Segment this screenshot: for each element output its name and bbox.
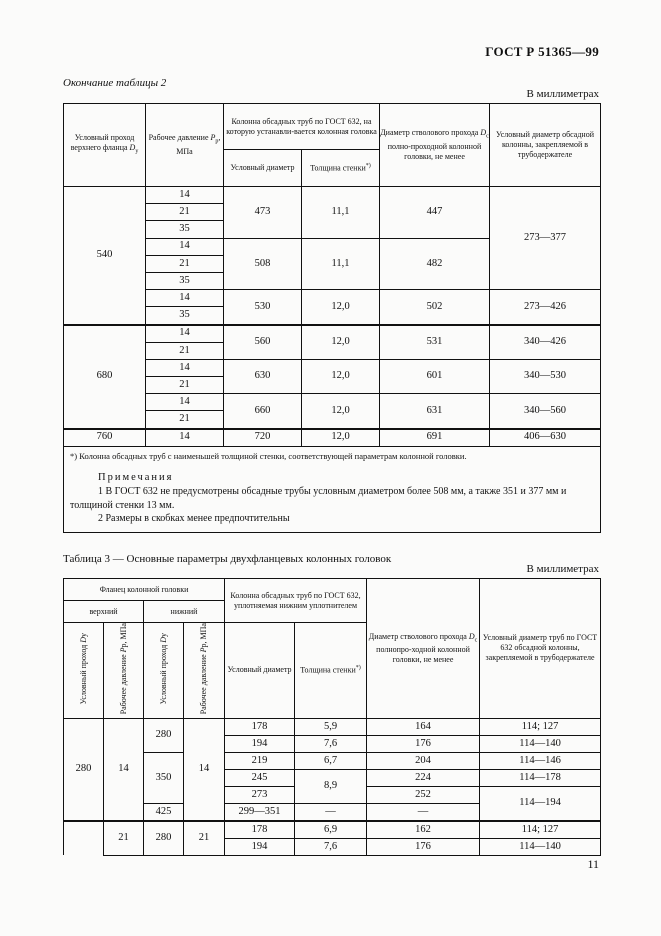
col-casing-wall-header: Толщина стенки*) xyxy=(302,150,380,187)
diam-cell: 720 xyxy=(224,429,302,447)
wall-cell: 11,1 xyxy=(302,187,380,239)
notes-title: Примечания xyxy=(98,472,174,484)
bore-cell: 176 xyxy=(367,735,480,752)
pressure-cell: 21 xyxy=(146,204,224,221)
pressure-cell: 14 xyxy=(146,394,224,411)
pressure-cell: 14 xyxy=(146,359,224,376)
bore-cell: 447 xyxy=(380,187,490,239)
lower-dy-cell: 350 xyxy=(144,752,184,803)
bore-header: Диаметр стволового прохода $D_с$ полнопро-ходной колонной головки, не менее xyxy=(367,579,480,719)
bore-cell: 204 xyxy=(367,752,480,769)
wall-cell: 12,0 xyxy=(302,290,380,325)
dy-cell: 540 xyxy=(64,187,146,325)
bore-cell: 531 xyxy=(380,325,490,360)
page-number: 11 xyxy=(587,857,599,871)
dy-cell: 680 xyxy=(64,325,146,429)
wall-cell: 12,0 xyxy=(302,429,380,447)
pressure-cell: 14 xyxy=(146,429,224,447)
diam-cell: 473 xyxy=(224,187,302,239)
diam-cell: 194 xyxy=(225,735,295,752)
document-header: ГОСТ Р 51365—99 xyxy=(485,44,599,59)
table2-notes xyxy=(64,446,601,532)
casing-wall-header: Толщина стенки*) xyxy=(295,623,367,719)
hanger-cell: 114; 127 xyxy=(480,821,601,839)
pressure-cell: 21 xyxy=(146,342,224,359)
hanger-cell: 114—140 xyxy=(480,735,601,752)
col-hanger-header: Условный диаметр обсадной колонны, закрепляемой в трубодержателе xyxy=(490,104,601,187)
table-2 xyxy=(63,103,601,533)
hanger-cell: 340—560 xyxy=(490,394,601,429)
col-bore-header: Диаметр стволового прохода $D_с$ полно-проходной колонной головки, не менее xyxy=(380,104,490,187)
casing-header: Колонна обсадных труб по ГОСТ 632, уплотняемая нижним уплотнителем xyxy=(225,579,367,623)
pressure-cell: 21 xyxy=(146,377,224,394)
table2-unit: В миллиметрах xyxy=(526,88,599,100)
dy-cell: 760 xyxy=(64,429,146,447)
diam-cell: 245 xyxy=(225,769,295,786)
bore-cell: 691 xyxy=(380,429,490,447)
wall-cell: 12,0 xyxy=(302,359,380,393)
upper-p-header: Рабочее давление Pр, МПа xyxy=(104,623,144,719)
diam-cell: 178 xyxy=(225,821,295,839)
hanger-header: Условный диаметр труб по ГОСТ 632 обсадной колонны, закрепляемой в трубодержателе xyxy=(480,579,601,719)
bore-cell: 631 xyxy=(380,394,490,429)
upper-header: верхний xyxy=(64,601,144,623)
diam-cell: 178 xyxy=(225,718,295,735)
table3-unit: В миллиметрах xyxy=(526,563,599,575)
upper-dy-cell: 280 xyxy=(64,718,104,821)
bore-cell: 164 xyxy=(367,718,480,735)
diam-cell: 508 xyxy=(224,238,302,290)
upper-p-cell: 14 xyxy=(104,718,144,821)
hanger-cell: 340—530 xyxy=(490,359,601,393)
pressure-cell: 14 xyxy=(146,187,224,204)
table-row xyxy=(64,821,601,839)
diam-cell: 630 xyxy=(224,359,302,393)
pressure-cell: 14 xyxy=(146,290,224,307)
wall-cell: — xyxy=(295,803,367,821)
col-casing-header: Колонна обсадных труб по ГОСТ 632, на которую устанавли-вается колонная головка xyxy=(224,104,380,150)
note-2: 2 Размеры в скобках менее предпочтительны xyxy=(98,513,290,525)
wall-cell: 6,7 xyxy=(295,752,367,769)
wall-cell: 6,9 xyxy=(295,821,367,839)
pressure-cell: 21 xyxy=(146,411,224,429)
upper-dy-header: Условный проход Dу xyxy=(64,623,104,719)
table-row xyxy=(64,718,601,735)
wall-cell: 12,0 xyxy=(302,325,380,360)
lower-dy-header: Условный проход Dу xyxy=(144,623,184,719)
bore-cell: 162 xyxy=(367,821,480,839)
diam-cell: 299—351 xyxy=(225,803,295,821)
upper-p-cell: 21 xyxy=(104,821,144,856)
table-row xyxy=(64,325,601,343)
lower-p-cell: 14 xyxy=(184,718,225,821)
diam-cell: 660 xyxy=(224,394,302,429)
hanger-cell: 114—178 xyxy=(480,769,601,786)
footnote: *) Колонна обсадных труб с наименьшей толщиной стенки, соответствующей параметрам колонной головки. xyxy=(70,450,467,461)
diam-cell: 560 xyxy=(224,325,302,360)
pressure-cell: 35 xyxy=(146,272,224,289)
diam-cell: 273 xyxy=(225,786,295,803)
table-row xyxy=(64,187,601,204)
col-pressure-header: Рабочее давление $P_р$, МПа xyxy=(146,104,224,187)
bore-cell: 482 xyxy=(380,238,490,290)
pressure-cell: 14 xyxy=(146,325,224,343)
wall-cell: 11,1 xyxy=(302,238,380,290)
bore-cell: 252 xyxy=(367,786,480,803)
lower-dy-cell: 280 xyxy=(144,718,184,752)
bore-cell: — xyxy=(367,803,480,821)
wall-cell: 7,6 xyxy=(295,735,367,752)
lower-dy-cell: 280 xyxy=(144,821,184,856)
hanger-cell: 406—630 xyxy=(490,429,601,447)
note-1: 1 В ГОСТ 632 не предусмотрены обсадные трубы условным диаметром более 508 мм, а также 351 и 377 мм и толщиной стенки 13 мм. xyxy=(70,486,567,511)
pressure-cell: 21 xyxy=(146,255,224,272)
pressure-cell: 14 xyxy=(146,238,224,255)
diam-cell: 194 xyxy=(225,838,295,855)
pressure-cell: 35 xyxy=(146,221,224,238)
table-3 xyxy=(63,578,601,856)
col-flange-header: Условный проход верхнего фланца $D_у$ xyxy=(64,104,146,187)
pressure-cell: 35 xyxy=(146,307,224,325)
hanger-cell: 114; 127 xyxy=(480,718,601,735)
lower-header: нижний xyxy=(144,601,225,623)
table-row xyxy=(64,752,601,769)
casing-diam-header: Условный диаметр xyxy=(225,623,295,719)
hanger-cell: 114—194 xyxy=(480,786,601,821)
diam-cell: 530 xyxy=(224,290,302,325)
table3-title: Таблица 3 — Основные параметры двухфланцевых колонных головок xyxy=(63,553,392,565)
bore-cell: 502 xyxy=(380,290,490,325)
upper-dy-cell-empty xyxy=(64,821,104,856)
hanger-cell: 273—426 xyxy=(490,290,601,325)
lower-p-header: Рабочее давление Pр, МПа xyxy=(184,623,225,719)
lower-dy-cell: 425 xyxy=(144,803,184,821)
bore-cell: 176 xyxy=(367,838,480,855)
col-casing-diam-header: Условный диаметр xyxy=(224,150,302,187)
hanger-cell: 114—146 xyxy=(480,752,601,769)
lower-p-cell: 21 xyxy=(184,821,225,856)
table2-caption: Окончание таблицы 2 xyxy=(63,77,167,89)
hanger-cell: 340—426 xyxy=(490,325,601,360)
hanger-cell: 114—140 xyxy=(480,838,601,855)
table-row xyxy=(64,429,601,447)
wall-cell: 7,6 xyxy=(295,838,367,855)
flange-header: Фланец колонной головки xyxy=(64,579,225,601)
wall-cell: 5,9 xyxy=(295,718,367,735)
wall-cell: 8,9 xyxy=(295,769,367,803)
diam-cell: 219 xyxy=(225,752,295,769)
hanger-cell: 273—377 xyxy=(490,187,601,290)
bore-cell: 224 xyxy=(367,769,480,786)
bore-cell: 601 xyxy=(380,359,490,393)
wall-cell: 12,0 xyxy=(302,394,380,429)
